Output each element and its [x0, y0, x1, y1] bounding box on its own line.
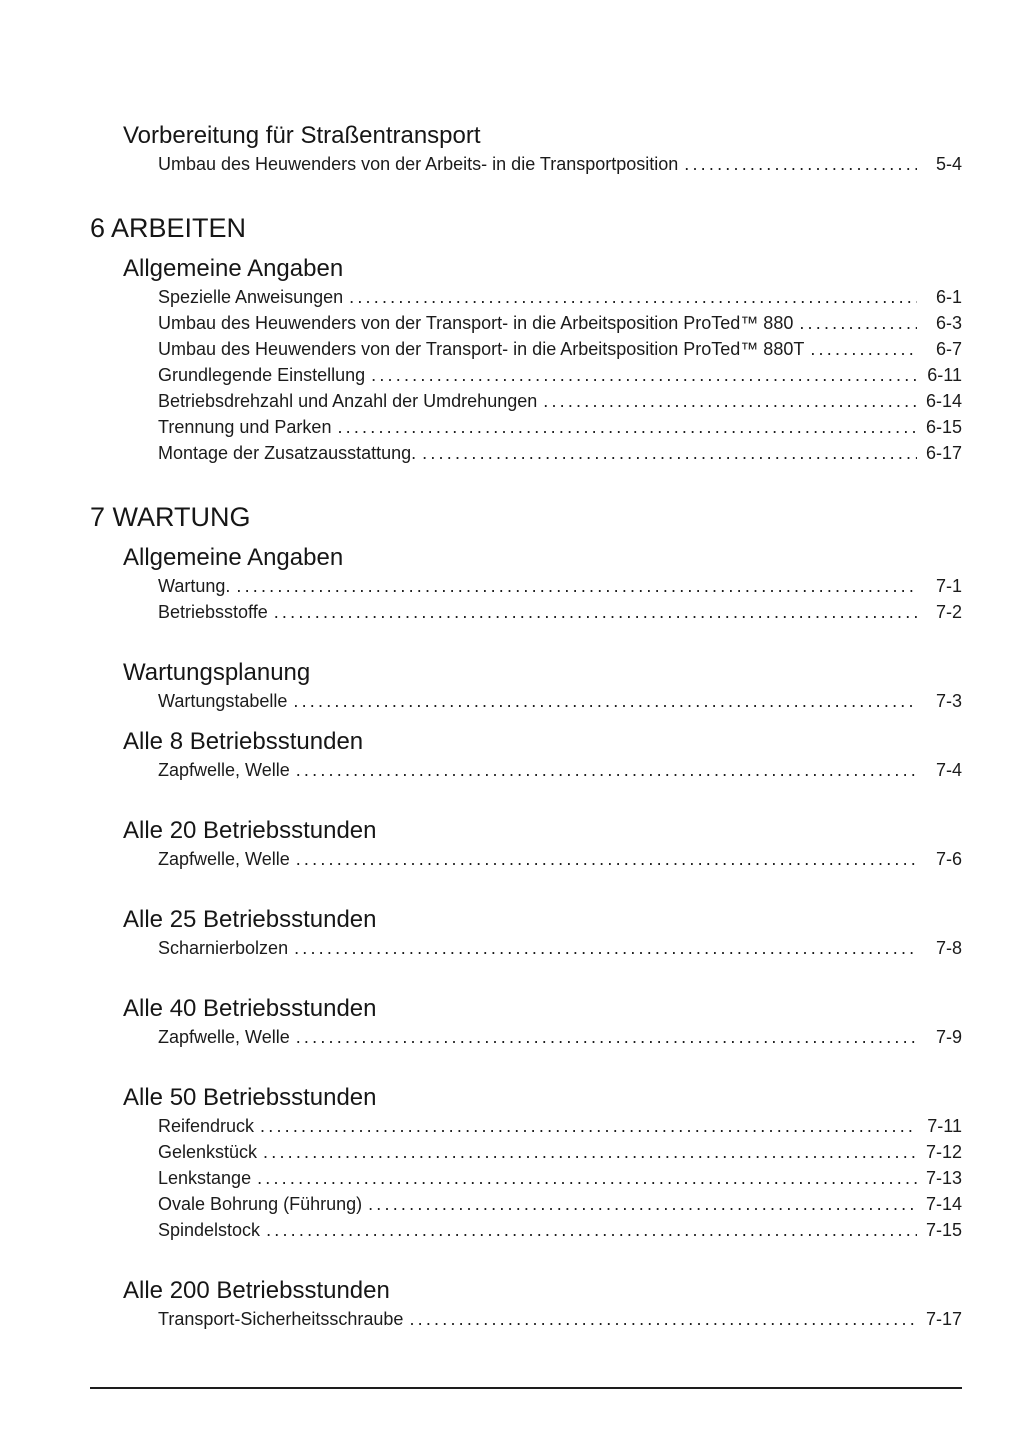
toc-entry: [158, 362, 962, 388]
footer-divider: [90, 1387, 962, 1389]
dot-leader: [266, 1217, 917, 1243]
dot-leader: [296, 846, 917, 872]
dot-leader: [684, 151, 917, 177]
toc: [90, 120, 962, 1332]
toc-entry: [158, 1024, 962, 1050]
subsection-group: [90, 120, 962, 177]
toc-entry: [158, 688, 962, 714]
entry-label: Transport-Sicherheitsschraube: [158, 1309, 404, 1329]
chapter-title: 6 ARBEITEN: [90, 213, 247, 243]
subsection-title: Alle 25 Betriebsstunden: [123, 906, 377, 933]
entry-page-number: 7-15: [925, 1220, 962, 1240]
entry-page-number: 7-13: [925, 1168, 962, 1188]
subsection-title: Vorbereitung für Straßentransport: [123, 122, 481, 149]
toc-entry: [158, 284, 962, 310]
toc-entry: [158, 1139, 962, 1165]
entry-page-number: 7-6: [935, 849, 962, 869]
entry-page-number: 7-8: [935, 938, 962, 958]
dot-leader: [422, 440, 917, 466]
toc-entry: [158, 388, 962, 414]
dot-leader: [296, 757, 917, 783]
entry-page-number: 6-15: [925, 417, 962, 437]
subsection-title: Alle 20 Betriebsstunden: [123, 817, 377, 844]
entry-label: Trennung und Parken: [158, 417, 332, 437]
dot-leader: [263, 1139, 917, 1165]
dot-leader: [371, 362, 917, 388]
toc-entry: [158, 757, 962, 783]
toc-entry: [158, 414, 962, 440]
toc-entry: [158, 1191, 962, 1217]
dot-leader: [257, 1165, 917, 1191]
entry-page-number: 6-14: [925, 391, 962, 411]
toc-entry: [158, 151, 962, 177]
subsection-title: Allgemeine Angaben: [123, 544, 344, 571]
entry-label: Ovale Bohrung (Führung): [158, 1194, 363, 1214]
entry-label: Betriebsdrehzahl und Anzahl der Umdrehungen: [158, 391, 538, 411]
entry-label: Zapfwelle, Welle: [158, 1027, 290, 1047]
entry-label: Betriebsstoffe: [158, 602, 268, 622]
entry-label: Wartungstabelle: [158, 691, 288, 711]
entry-label: Scharnierbolzen: [158, 938, 289, 958]
chapter-title: 7 WARTUNG: [90, 502, 251, 532]
dot-leader: [293, 688, 917, 714]
entry-label: Wartung.: [158, 576, 231, 596]
subsection-title: Alle 8 Betriebsstunden: [123, 728, 364, 755]
entry-page-number: 7-12: [925, 1142, 962, 1162]
entry-page-number: 6-11: [927, 365, 962, 385]
entry-page-number: 7-1: [935, 576, 962, 596]
entry-label: Spezielle Anweisungen: [158, 287, 344, 307]
subsection-group: [90, 993, 962, 1050]
entry-label: Reifendruck: [158, 1116, 255, 1136]
dot-leader: [409, 1306, 917, 1332]
entry-page-number: 6-3: [935, 313, 962, 333]
subsection-group: [90, 904, 962, 961]
subsection-group: [90, 657, 962, 714]
entry-page-number: 7-14: [925, 1194, 962, 1214]
entry-page-number: 6-1: [935, 287, 962, 307]
entry-label: Grundlegende Einstellung: [158, 365, 366, 385]
toc-entry: [158, 336, 962, 362]
entry-label: Montage der Zusatzausstattung.: [158, 443, 417, 463]
toc-entry: [158, 846, 962, 872]
chapter-group: [90, 211, 962, 245]
entry-label: Umbau des Heuwenders von der Transport- in die Arbeitsposition ProTed™ 880T: [158, 339, 805, 359]
entry-label: Spindelstock: [158, 1220, 261, 1240]
subsection-group: [90, 1275, 962, 1332]
entry-label: Zapfwelle, Welle: [158, 849, 290, 869]
toc-entry: [158, 573, 962, 599]
dot-leader: [337, 414, 917, 440]
subsection-title: Allgemeine Angaben: [123, 255, 344, 282]
subsection-group: [90, 726, 962, 783]
toc-entry: [158, 1113, 962, 1139]
entry-page-number: 6-17: [925, 443, 962, 463]
dot-leader: [260, 1113, 917, 1139]
toc-entry: [158, 1217, 962, 1243]
dot-leader: [294, 935, 917, 961]
subsection-group: [90, 542, 962, 625]
entry-page-number: 7-9: [935, 1027, 962, 1047]
entry-page-number: 7-2: [935, 602, 962, 622]
subsection-group: [90, 815, 962, 872]
dot-leader: [543, 388, 917, 414]
toc-entry: [158, 310, 962, 336]
chapter-group: [90, 500, 962, 534]
dot-leader: [349, 284, 917, 310]
entry-page-number: 7-4: [935, 760, 962, 780]
entry-page-number: 7-17: [925, 1309, 962, 1329]
entry-label: Umbau des Heuwenders von der Arbeits- in die Transportposition: [158, 154, 679, 174]
entry-page-number: 7-3: [935, 691, 962, 711]
dot-leader: [236, 573, 917, 599]
toc-entry: [158, 935, 962, 961]
subsection-group: [90, 1082, 962, 1243]
toc-entry: [158, 599, 962, 625]
entry-page-number: 6-7: [935, 339, 962, 359]
subsection-title: Alle 40 Betriebsstunden: [123, 995, 377, 1022]
toc-entry: [158, 440, 962, 466]
entry-label: Zapfwelle, Welle: [158, 760, 290, 780]
entry-label: Lenkstange: [158, 1168, 252, 1188]
entry-page-number: 7-11: [927, 1116, 962, 1136]
subsection-title: Alle 200 Betriebsstunden: [123, 1277, 390, 1304]
subsection-group: [90, 253, 962, 466]
toc-entry: [158, 1165, 962, 1191]
dot-leader: [810, 336, 917, 362]
entry-label: Umbau des Heuwenders von der Transport- in die Arbeitsposition ProTed™ 880: [158, 313, 794, 333]
dot-leader: [274, 599, 917, 625]
subsection-title: Alle 50 Betriebsstunden: [123, 1084, 377, 1111]
dot-leader: [799, 310, 917, 336]
entry-label: Gelenkstück: [158, 1142, 258, 1162]
entry-page-number: 5-4: [935, 154, 962, 174]
toc-entry: [158, 1306, 962, 1332]
subsection-title: Wartungsplanung: [123, 659, 311, 686]
dot-leader: [296, 1024, 917, 1050]
dot-leader: [368, 1191, 917, 1217]
